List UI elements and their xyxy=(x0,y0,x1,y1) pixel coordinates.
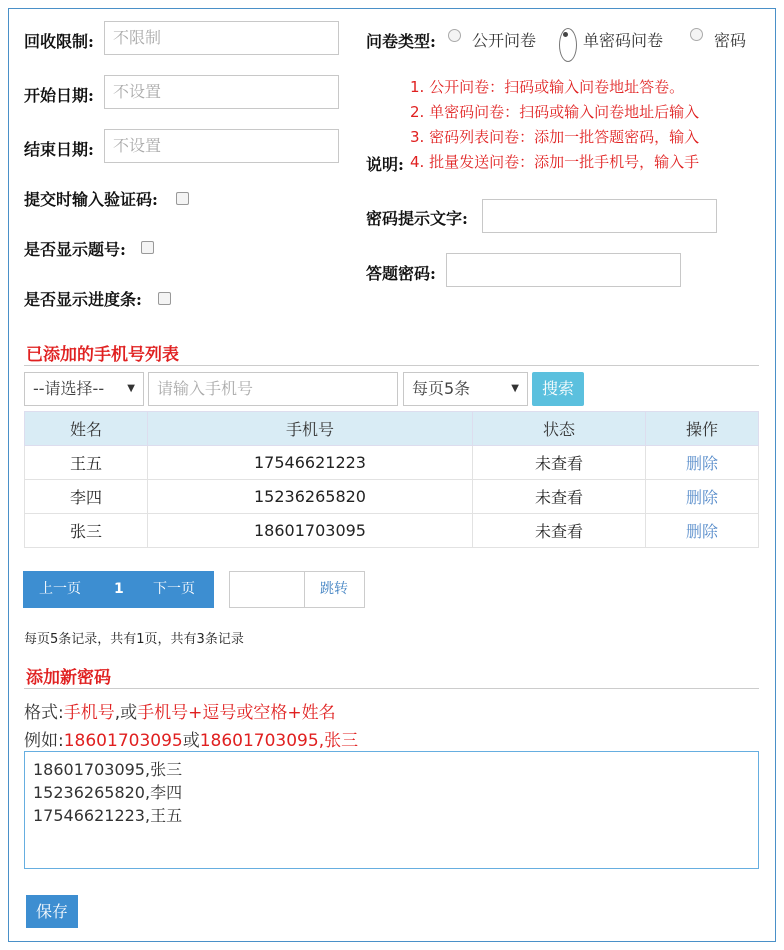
example-hint xyxy=(24,726,358,751)
format-prefix: 格式: xyxy=(24,703,64,723)
chevron-down-icon: ▼ xyxy=(511,383,519,394)
cell-name: 李四 xyxy=(25,480,148,514)
delete-link[interactable]: 删除 xyxy=(646,446,759,480)
answer-password-input[interactable] xyxy=(446,253,681,287)
filter-select-value: --请选择-- xyxy=(33,379,105,398)
page-size-value: 每页5条 xyxy=(412,379,471,398)
radio-single-password-label: 单密码问卷 xyxy=(583,31,664,50)
add-password-title: 添加新密码 xyxy=(26,668,111,688)
column-action: 操作 xyxy=(646,412,759,446)
jump-divider xyxy=(304,572,305,607)
jump-box xyxy=(229,571,365,608)
radio-single-password[interactable] xyxy=(559,28,577,62)
table-row xyxy=(25,446,759,480)
phone-list-divider xyxy=(24,365,759,366)
jump-page-input[interactable] xyxy=(230,572,304,607)
survey-type-label: 问卷类型: xyxy=(366,32,436,51)
show-progress-label: 是否显示进度条: xyxy=(24,290,142,309)
cell-phone: 18601703095 xyxy=(148,514,473,548)
example-prefix: 例如: xyxy=(24,731,64,751)
delete-link[interactable]: 删除 xyxy=(646,514,759,548)
table-row xyxy=(25,480,759,514)
cell-phone: 15236265820 xyxy=(148,480,473,514)
phone-search-input[interactable]: 请输入手机号 xyxy=(148,372,398,406)
pager-summary: 每页5条记录，共有1页，共有3条记录 xyxy=(24,632,244,647)
pager xyxy=(23,571,214,608)
description-line-2: 2. 单密码问卷：扫码或输入问卷地址后输入 xyxy=(410,103,700,121)
example-a: 18601703095 xyxy=(63,731,183,751)
format-b: ,或 xyxy=(114,703,138,723)
collect-limit-input[interactable]: 不限制 xyxy=(104,21,339,55)
cell-phone: 17546621223 xyxy=(148,446,473,480)
search-button[interactable]: 搜索 xyxy=(532,372,584,406)
description-label: 说明: xyxy=(366,155,404,174)
current-page[interactable]: 1 xyxy=(114,581,124,597)
next-page-button[interactable]: 下一页 xyxy=(153,581,195,597)
end-date-label: 结束日期: xyxy=(24,140,94,159)
description-line-1: 1. 公开问卷：扫码或输入问卷地址答卷。 xyxy=(410,78,685,96)
show-progress-checkbox[interactable] xyxy=(158,292,171,305)
answer-password-label: 答题密码: xyxy=(366,264,436,283)
radio-public[interactable] xyxy=(448,29,461,42)
captcha-checkbox[interactable] xyxy=(176,192,189,205)
password-hint-input[interactable] xyxy=(482,199,717,233)
example-c: 18601703095,张三 xyxy=(199,731,359,751)
end-date-input[interactable]: 不设置 xyxy=(104,129,339,163)
start-date-label: 开始日期: xyxy=(24,86,94,105)
collect-limit-label: 回收限制: xyxy=(24,32,94,51)
show-numbers-label: 是否显示题号: xyxy=(24,240,126,259)
captcha-label: 提交时输入验证码: xyxy=(24,190,158,209)
page-size-select[interactable] xyxy=(403,372,528,406)
radio-public-label: 公开问卷 xyxy=(472,31,537,50)
delete-link[interactable]: 删除 xyxy=(646,480,759,514)
prev-page-button[interactable]: 上一页 xyxy=(39,581,81,597)
filter-select[interactable] xyxy=(24,372,144,406)
add-password-divider xyxy=(24,688,759,689)
password-list-textarea[interactable] xyxy=(24,751,759,869)
jump-button[interactable]: 跳转 xyxy=(320,581,348,597)
phone-list-title: 已添加的手机号列表 xyxy=(26,345,179,365)
cell-status: 未查看 xyxy=(473,480,646,514)
column-name: 姓名 xyxy=(25,412,148,446)
start-date-input[interactable]: 不设置 xyxy=(104,75,339,109)
format-hint xyxy=(24,698,336,723)
description-line-4: 4. 批量发送问卷：添加一批手机号，输入手 xyxy=(410,153,700,171)
example-b: 或 xyxy=(182,731,200,751)
table-header-row xyxy=(25,412,759,446)
phone-table xyxy=(24,411,759,548)
show-numbers-checkbox[interactable] xyxy=(141,241,154,254)
cell-name: 张三 xyxy=(25,514,148,548)
cell-status: 未查看 xyxy=(473,446,646,480)
description-line-3: 3. 密码列表问卷：添加一批答题密码，输入 xyxy=(410,128,700,146)
description-notes xyxy=(408,76,738,188)
cell-name: 王五 xyxy=(25,446,148,480)
radio-password-list[interactable] xyxy=(690,28,703,41)
column-status: 状态 xyxy=(473,412,646,446)
save-button[interactable]: 保存 xyxy=(26,895,78,928)
column-phone: 手机号 xyxy=(148,412,473,446)
table-row xyxy=(25,514,759,548)
format-a: 手机号 xyxy=(63,703,115,723)
cell-status: 未查看 xyxy=(473,514,646,548)
format-c: 手机号+逗号或空格+姓名 xyxy=(137,703,336,723)
password-hint-label: 密码提示文字: xyxy=(366,209,468,228)
chevron-down-icon: ▼ xyxy=(127,383,135,394)
radio-password-list-label: 密码 xyxy=(714,31,747,50)
